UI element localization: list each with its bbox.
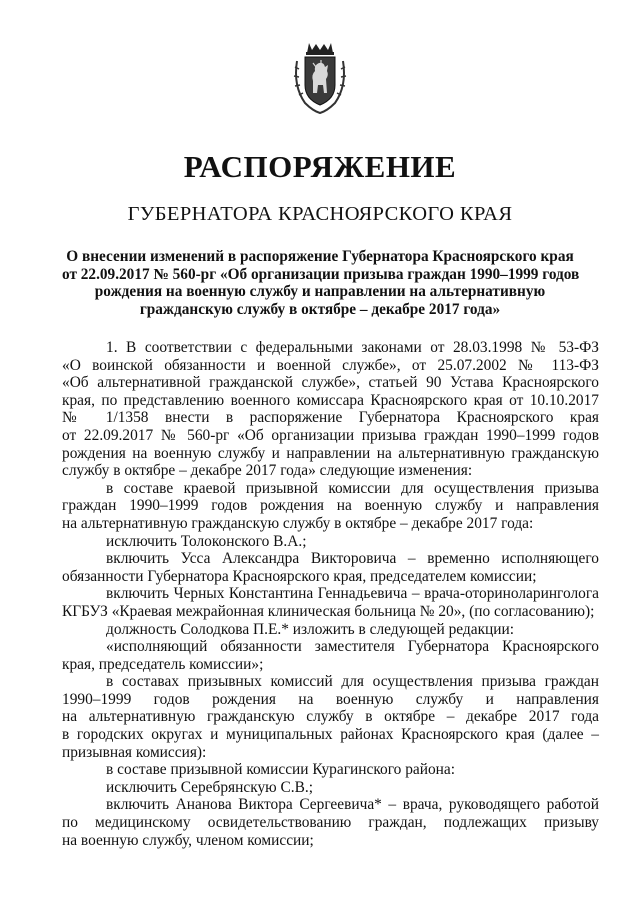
paragraph-line: 1. В соответствии с федеральными законами от 28.03.1998 № 53-ФЗ (106, 339, 599, 356)
paragraph-line: призывная комиссия): (62, 743, 207, 761)
paragraph (62, 638, 599, 673)
document-heading (62, 248, 578, 318)
paragraph-line: граждан 1990–1999 годов рождения на военную службу и направления (62, 497, 599, 515)
paragraph-line: края, по представлению военного комиссара Красноярского края от 10.10.2017 (62, 391, 599, 409)
paragraph-line: края, председатель комиссии»; (62, 655, 264, 673)
paragraph-line: включить Черных Константина Геннадьевича – врача-оториноларинголога (106, 585, 599, 603)
paragraph-line: № 1/1358 внести в распоряжение Губернатора Красноярского края (62, 409, 599, 427)
heading-line: гражданскую службу в октябре – декабре 2017 года» (139, 300, 501, 318)
paragraph-line: «Об альтернативной гражданской службе», статьей 90 Устава Красноярского (62, 374, 599, 392)
paragraph (62, 673, 599, 761)
paragraph-line: на альтернативную гражданскую службу в октябре – декабре 2017 года (62, 708, 599, 726)
heading-line: от 22.09.2017 № 560-рг «Об организации призыва граждан 1990–1999 годов (62, 265, 580, 283)
paragraph-line: службу в октябре – декабре 2017 года» следующие изменения: (62, 462, 473, 480)
paragraph-line: исключить Серебрянскую С.В.; (106, 778, 313, 796)
paragraph-line: должность Солодкова П.Е.* изложить в следующей редакции: (106, 620, 515, 638)
paragraph (62, 585, 599, 620)
krasnoyarsk-coat-of-arms-icon (291, 41, 349, 115)
paragraph-line: обязанности Губернатора Красноярского края, председателем комиссии; (62, 567, 537, 585)
heading-line: рождения на военную службу и направлении на альтернативную (94, 283, 546, 300)
heading-line: О внесении изменений в распоряжение Губернатора Красноярского края (66, 248, 574, 265)
paragraph (62, 550, 599, 585)
paragraph-line: «исполняющий обязанности заместителя Губернатора Красноярского (106, 638, 599, 656)
paragraph-line: в составе призывной комиссии Курагинского района: (106, 761, 455, 779)
paragraph (62, 779, 599, 797)
paragraph (62, 796, 599, 849)
paragraph (62, 761, 599, 779)
paragraph-line: в составе краевой призывной комиссии для осуществления призыва (106, 479, 599, 497)
paragraph-line: в городских округах и муниципальных районах Красноярского края (далее – (62, 726, 599, 744)
paragraph (62, 533, 599, 551)
paragraph-line: исключить Толоконского В.А.; (106, 532, 307, 550)
document-subtitle: ГУБЕРНАТОРА КРАСНОЯРСКОГО КРАЯ (127, 203, 513, 225)
paragraph-line: в составах призывных комиссий для осуществления призыва граждан (106, 673, 599, 691)
paragraph-line: на военную службу, членом комиссии; (62, 831, 314, 849)
paragraph-line: от 22.09.2017 № 560-рг «Об организации призыва граждан 1990–1999 годов (62, 426, 599, 444)
paragraph (62, 621, 599, 639)
paragraph-line: по медицинскому освидетельствованию граждан, подлежащих призыву (62, 814, 599, 832)
paragraph-line: на альтернативную гражданскую службу в октябре – декабре 2017 года: (62, 514, 534, 532)
paragraph-line: включить Усса Александра Викторовича – временно исполняющего (106, 550, 599, 568)
paragraph-line: 1990–1999 годов рождения на военную службу и направления (62, 690, 599, 708)
document-title: РАСПОРЯЖЕНИЕ (183, 149, 457, 184)
paragraph-line: рождения на военную службу и направлении на альтернативную гражданскую (62, 444, 599, 462)
paragraph-line: включить Ананова Виктора Сергеевича* – врача, руководящего работой (106, 796, 599, 814)
paragraph (62, 480, 599, 533)
paragraph (62, 339, 599, 480)
document-body (62, 339, 599, 849)
paragraph-line: КГБУЗ «Краевая межрайонная клиническая больница № 20», (по согласованию); (62, 602, 595, 620)
paragraph-line: «О воинской обязанности и военной службе», от 25.07.2002 № 113-ФЗ (62, 356, 599, 374)
